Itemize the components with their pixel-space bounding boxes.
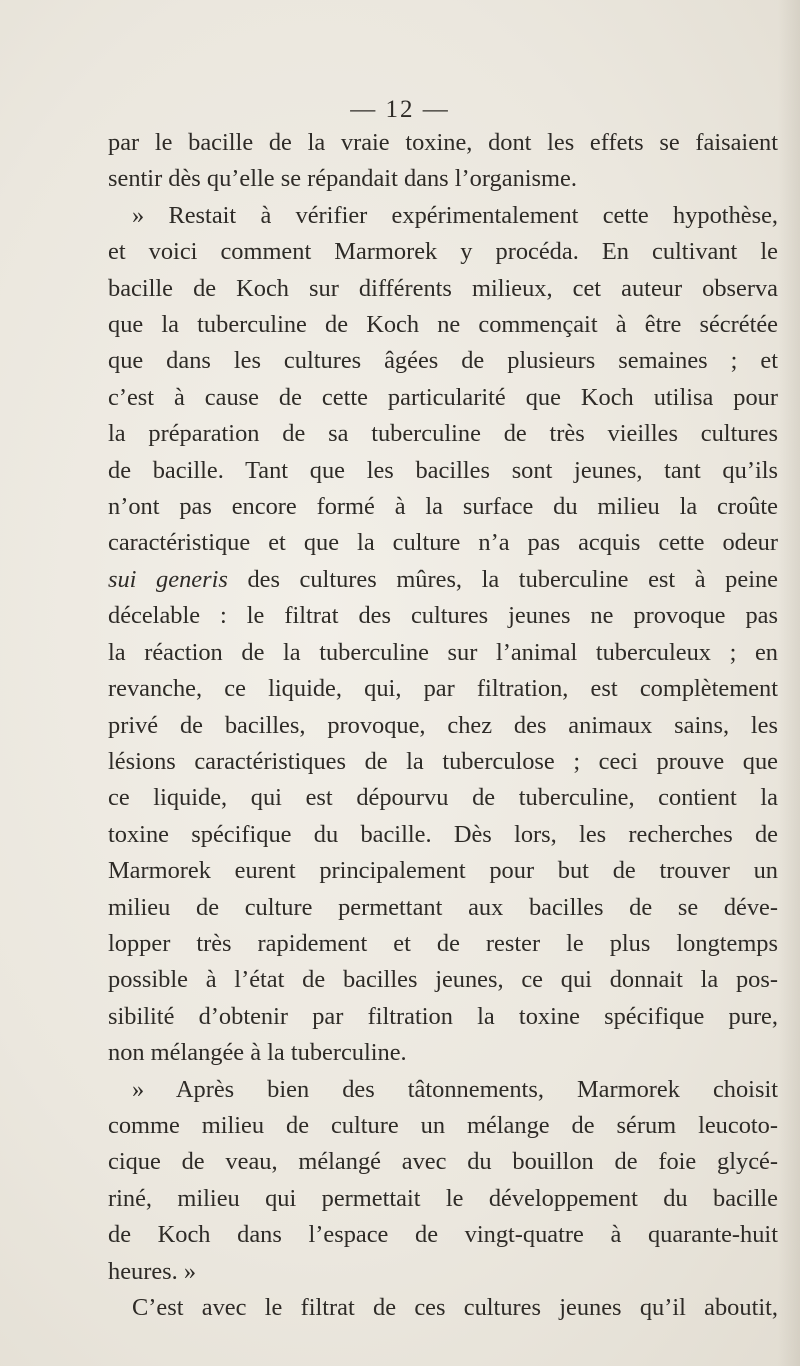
text-line: sentir dès qu’elle se répandait dans l’organisme. (108, 165, 577, 193)
page-number: — 12 — (350, 96, 450, 123)
text-line: décelable : le filtrat des cultures jeunes ne provoque pas (108, 602, 778, 630)
text-line: privé de bacilles, provoque, chez des animaux sains, les (108, 711, 778, 739)
text-line: lésions caractéristiques de la tuberculose ; ceci prouve que (108, 747, 778, 775)
text-line: de bacille. Tant que les bacilles sont jeunes, tant qu’ils (108, 456, 778, 484)
text-line: ce liquide, qui est dépourvu de tuberculine, contient la (108, 784, 778, 812)
text-line: » Restait à vérifier expérimentalement cette hypothèse, (132, 201, 778, 229)
text-line: caractéristique et que la culture n’a pas acquis cette odeur (108, 529, 778, 557)
text-line: toxine spécifique du bacille. Dès lors, les recherches de (108, 820, 778, 848)
text-line: sibilité d’obtenir par filtration la toxine spécifique pure, (108, 1002, 778, 1030)
text-line: n’ont pas encore formé à la surface du milieu la croûte (108, 493, 778, 521)
text-line: la préparation de sa tuberculine de très vieilles cultures (108, 420, 778, 448)
text-line (108, 562, 778, 598)
text-line: que dans les cultures âgées de plusieurs semaines ; et (108, 347, 778, 375)
text-line: revanche, ce liquide, qui, par filtration, est complètement (108, 675, 778, 703)
text-line: lopper très rapidement et de rester le plus longtemps (108, 929, 778, 957)
text-line: comme milieu de culture un mélange de sérum leucoto- (108, 1111, 778, 1139)
body-text (108, 125, 778, 1326)
page-edge-shadow (778, 0, 800, 1366)
text-line: de Koch dans l’espace de vingt-quatre à quarante-huit (108, 1221, 778, 1249)
text-line: heures. » (108, 1257, 197, 1285)
text-line: milieu de culture permettant aux bacilles de se déve- (108, 893, 778, 921)
text-line: » Après bien des tâtonnements, Marmorek choisit (132, 1075, 778, 1103)
text-line: par le bacille de la vraie toxine, dont les effets se faisaient (108, 129, 778, 156)
italic-phrase: sui generis (108, 565, 228, 593)
text-line: la réaction de la tuberculine sur l’animal tuberculeux ; en (108, 638, 778, 666)
text-line: riné, milieu qui permettait le développement du bacille (108, 1184, 778, 1212)
text-line: cique de veau, mélangé avec du bouillon de foie glycé- (108, 1148, 778, 1176)
text-line: Marmorek eurent principalement pour but de trouver un (108, 857, 778, 885)
text-line: bacille de Koch sur différents milieux, cet auteur observa (108, 274, 778, 302)
text-line: possible à l’état de bacilles jeunes, ce qui donnait la pos- (108, 966, 778, 994)
text-line: C’est avec le filtrat de ces cultures jeunes qu’il aboutit, (132, 1294, 778, 1321)
text-line: que la tuberculine de Koch ne commençait à être sécrétée (108, 311, 778, 339)
text-fragment: des cultures mûres, la tuberculine est à peine (227, 565, 778, 593)
text-line: et voici comment Marmorek y procéda. En cultivant le (108, 238, 778, 266)
text-line: c’est à cause de cette particularité que Koch utilisa pour (108, 383, 778, 411)
text-line: non mélangée à la tuberculine. (108, 1039, 407, 1067)
